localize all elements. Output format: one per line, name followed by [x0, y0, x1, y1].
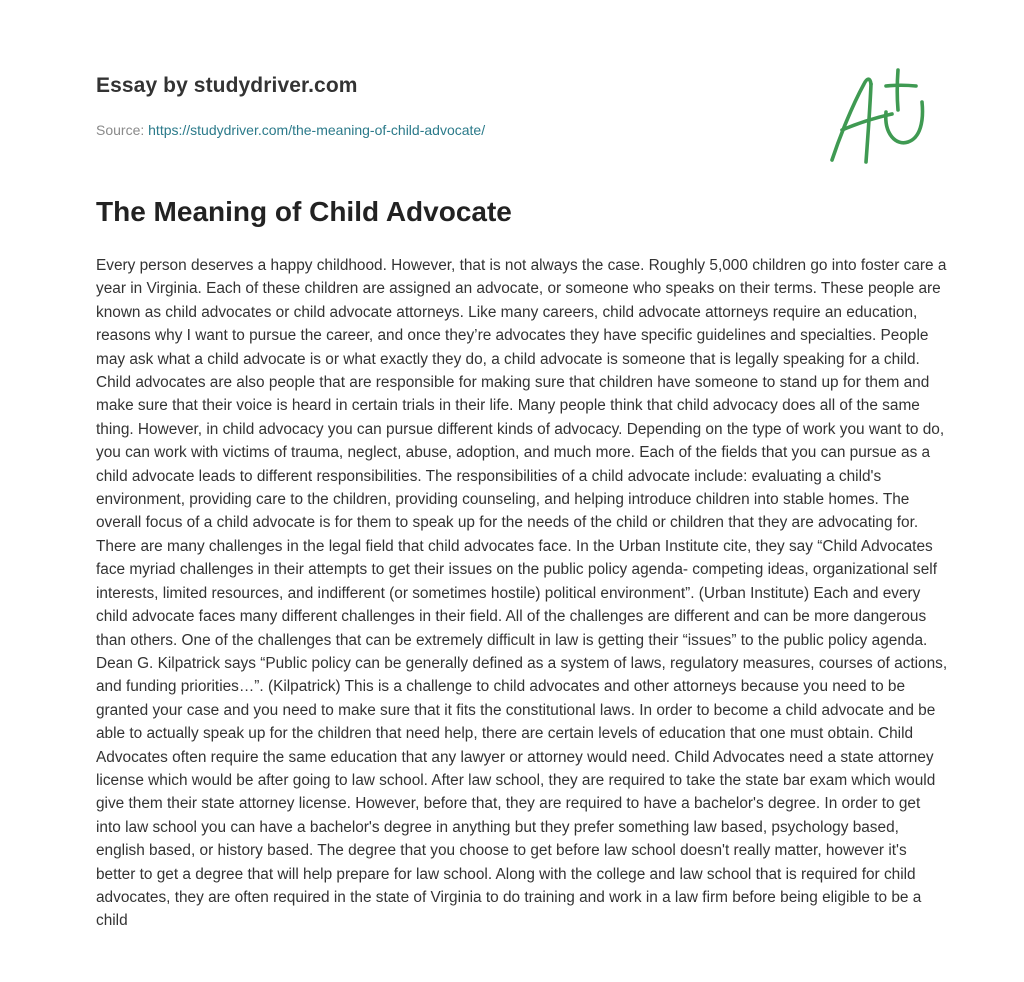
logo-u-curve	[886, 102, 923, 143]
logo-plus-horizontal	[886, 85, 916, 86]
source-label: Source:	[96, 122, 149, 138]
essay-body: Every person deserves a happy childhood. However, that is not always the case. Roughly 5,000 children go into foster care a year in Virginia. Each of these children are assigned an advocate, or someone who speaks on their terms. These people are known as child advocates or child advocate attorneys. Like many careers, child advocate attorneys require an education, reasons why I want to pursue the career, and once they’re advocates they have specific guidelines and specialties. People may ask what a child advocate is or what exactly they do, a child advocate is someone that is legally speaking for a child. Child advocates are also people that are responsible for making sure that children have someone to stand up for them and make sure that their voice is heard in certain trials in their life. Many people think that child advocacy does all of the same thing. However, in child advocacy you can pursue different kinds of advocacy. Depending on the type of work you want to do, you can work with victims of trauma, neglect, abuse, adoption, and much more. Each of the fields that you can pursue as a child advocate leads to different responsibilities. The responsibilities of a child advocate include: evaluating a child's environment, providing care to the children, providing counseling, and helping introduce children into stable homes. The overall focus of a child advocate is for them to speak up for the needs of the child or children that they are advocating for. There are many challenges in the legal field that child advocates face. In the Urban Institute cite, they say “Child Advocates face myriad challenges in their attempts to get their issues on the public policy agenda- competing ideas, organizational self interests, limited resources, and indifferent (or sometimes hostile) political environment”. (Urban Institute) Each and every child advocate faces many different challenges in their field. All of the challenges are different and can be more dangerous than others. One of the challenges that can be extremely difficult in law is getting their “issues” to the public policy agenda. Dean G. Kilpatrick says “Public policy can be generally defined as a system of laws, regulatory measures, courses of actions, and funding priorities…”. (Kilpatrick) This is a challenge to child advocates and other attorneys because you need to be granted your case and you need to make sure that it fits the constitutional laws. In order to become a child advocate and be able to actually speak up for the children that need help, there are certain levels of education that one must obtain. Child Advocates often require the same education that any lawyer or attorney would need. Child Advocates need a state attorney license which would be after going to law school. After law school, they are required to take the state bar exam which would give them their state attorney license. However, before that, they are required to have a bachelor's degree. In order to get into law school you can have a bachelor's degree in anything but they prefer something law based, psychology based, english based, or history based. The degree that you choose to get before law school doesn't really matter, however it's better to get a degree that will help prepare for law school. Along with the college and law school that is required for child advocates, they are often required in the state of Virginia to do training and work in a law firm before being eligible to be a child	[96, 257, 948, 930]
source-link[interactable]: https://studydriver.com/the-meaning-of-child-advocate/	[148, 122, 486, 138]
logo-plus-vertical	[897, 70, 898, 110]
page-title: The Meaning of Child Advocate	[96, 196, 512, 227]
a-plus-grade-icon	[826, 64, 936, 169]
logo-a-right-stroke	[866, 84, 871, 162]
site-brand: Essay by studydriver.com	[96, 74, 358, 97]
source-line	[96, 122, 485, 138]
